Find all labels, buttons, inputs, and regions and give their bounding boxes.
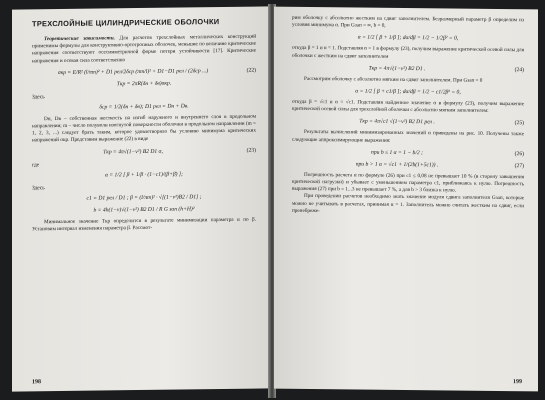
formula: при b ≤ 1 α = 1 − b/2 ; [371, 149, 423, 157]
equation-24 [292, 64, 524, 74]
paragraph: откуда β = √c1 и α = √c1. Подставляя найденное значение α в формулу (23), получим выражение критической осевой силы для трехслойной оболочки с абсолютно мягким заполнителем: [292, 98, 524, 115]
equation-23 [32, 146, 256, 157]
equation-rigid [292, 33, 524, 43]
paragraph: откуда β = 1 и α = 1. Подставляя α = 1 в формулу (23), получим выражение критической осевой силы для оболочки с жестким на сдвиг заполнителем [292, 45, 524, 60]
formula: α = 1/2 [ β + 1/β ]; dα/dβ = 1/2 − 1/2β² = 0, [357, 34, 459, 42]
equation-number: (26) [514, 150, 524, 158]
page-number: 198 [32, 379, 41, 386]
paragraph [32, 34, 256, 66]
paragraph: Погрешность расчета α по формуле (26) при c1 ≤ 0,08 не превышает 10 % (в сторону завышения критической нагрузки) и убывает с уменьшением параметра c1, приближаясь к нулю. Погрешность выражения (27) при b = 1...3 не превышает 7 %, а для b > 3 близка к нулю. [292, 171, 524, 194]
equation-27 [292, 160, 524, 170]
formula: Tкр = 2πR(δн + δв)σкр. [116, 80, 172, 88]
paragraph-text: Для расчетов трехслойных металлических конструкций применимы формулы для конструктивно-ортотропных оболочек, меньшие по величине критические напряжения соответствуют осесимметричной форме потери устойчивости [17]. Критические напряжения и осевая сила соответственно [32, 33, 257, 64]
equation-b [32, 204, 256, 215]
formula: σкр = E/R² (l/πm)² + D1 рел/2δср (πm/l)² + D1−D1 рел / (2δср ...) [57, 67, 209, 76]
label: где [32, 161, 40, 168]
paragraph: рим оболочку с абсолютно жестким на сдвиг заполнителем. Безразмерный параметр β определим из условия минимума α. При Gзап = ∞, b = 0, [292, 14, 524, 29]
formula: Tкр = 4π√c1 √(1−ν²) B2 D1 рел . [359, 118, 435, 126]
formula: c1 = D1 рел / D1 ; β = (l/πm)² · √[(1−ν²)B2 / D1] ; [86, 193, 202, 202]
formula: при b > 1 α = √c1 + 1/(2b(1+5c1)) . [355, 161, 439, 169]
equation-number: (23) [246, 147, 256, 154]
paragraph: Рассмотрим оболочку с абсолютно мягким на сдвиг заполнителем. При Gзап = 0 [304, 75, 483, 84]
book-spread [2, 2, 543, 398]
label: Здесь [32, 93, 45, 101]
equation-25 [292, 117, 524, 127]
equation-26 [292, 148, 524, 158]
paragraph: Результаты вычислений минимизированных значений α приведены на рис. 10. Получены также следующие аппроксимирующие выражения: [292, 129, 524, 144]
formula: Tкр = 4π√(1−ν²) B2 D1 . [368, 65, 426, 73]
subheading: Теоретические зависимости. [44, 35, 115, 43]
section-title: ТРЕХСЛОЙНЫЕ ЦИЛИНДРИЧЕСКИЕ ОБОЛОЧКИ [32, 17, 220, 29]
right-page [274, 7, 538, 392]
left-page [12, 6, 270, 391]
paragraph: Dн, Dв – собственная жесткость на изгиб наружного и внутреннего слоя в продольном направлении; m – число полуволн изогнутой поверхности оболочки в продольном направлении (m = 1, 2, 3, ...) следует брать таким, которое удовлетворяло бы условию минимума критических напряжений σкр. Представим выражение (22) в виде [32, 113, 256, 144]
paragraph: Минимальное значение Tкр определится в результате минимизации параметра α по β. Установим интервал изменения параметра β. Рассмот- [32, 216, 256, 233]
paragraph: При проведении расчетов необходимо знать значение модуля сдвига заполнителя Gзап, которые можно не учитывать в расчетах, принимая α = 1. Заполнитель можно считать жестким на сдвиг, если пренебреже- [292, 193, 524, 214]
equation-22b [32, 78, 256, 89]
equation-number: (24) [514, 66, 524, 74]
equation-alpha [32, 169, 256, 180]
formula: b = 4h(1−ν)√(1−ν²) B2 D1 / R G зап (h+H)² [93, 205, 195, 214]
equation-number: (27) [514, 162, 524, 170]
formula: δср = 1/2(δн + δв); D1 рел = Dн + Dв. [99, 103, 189, 111]
equation-22 [32, 66, 256, 77]
equation-soft [292, 87, 524, 97]
page-number: 199 [513, 379, 522, 386]
equation-number: (22) [246, 67, 256, 74]
equation-c1 [32, 192, 256, 203]
equation-number: (25) [514, 120, 524, 127]
label: Здесь [32, 184, 45, 191]
formula: α = 1/2 [ β + c1/β ]; dα/dβ = 1/2 − c1/2β² = 0, [355, 88, 461, 96]
equation-definitions [32, 101, 256, 112]
formula: Tкр = 4π√(1−ν²) B2 D1 α, [103, 148, 163, 156]
formula: α = 1/2 [ β + 1/β · (1−c1)/(β+β̄) ]; [105, 171, 183, 179]
